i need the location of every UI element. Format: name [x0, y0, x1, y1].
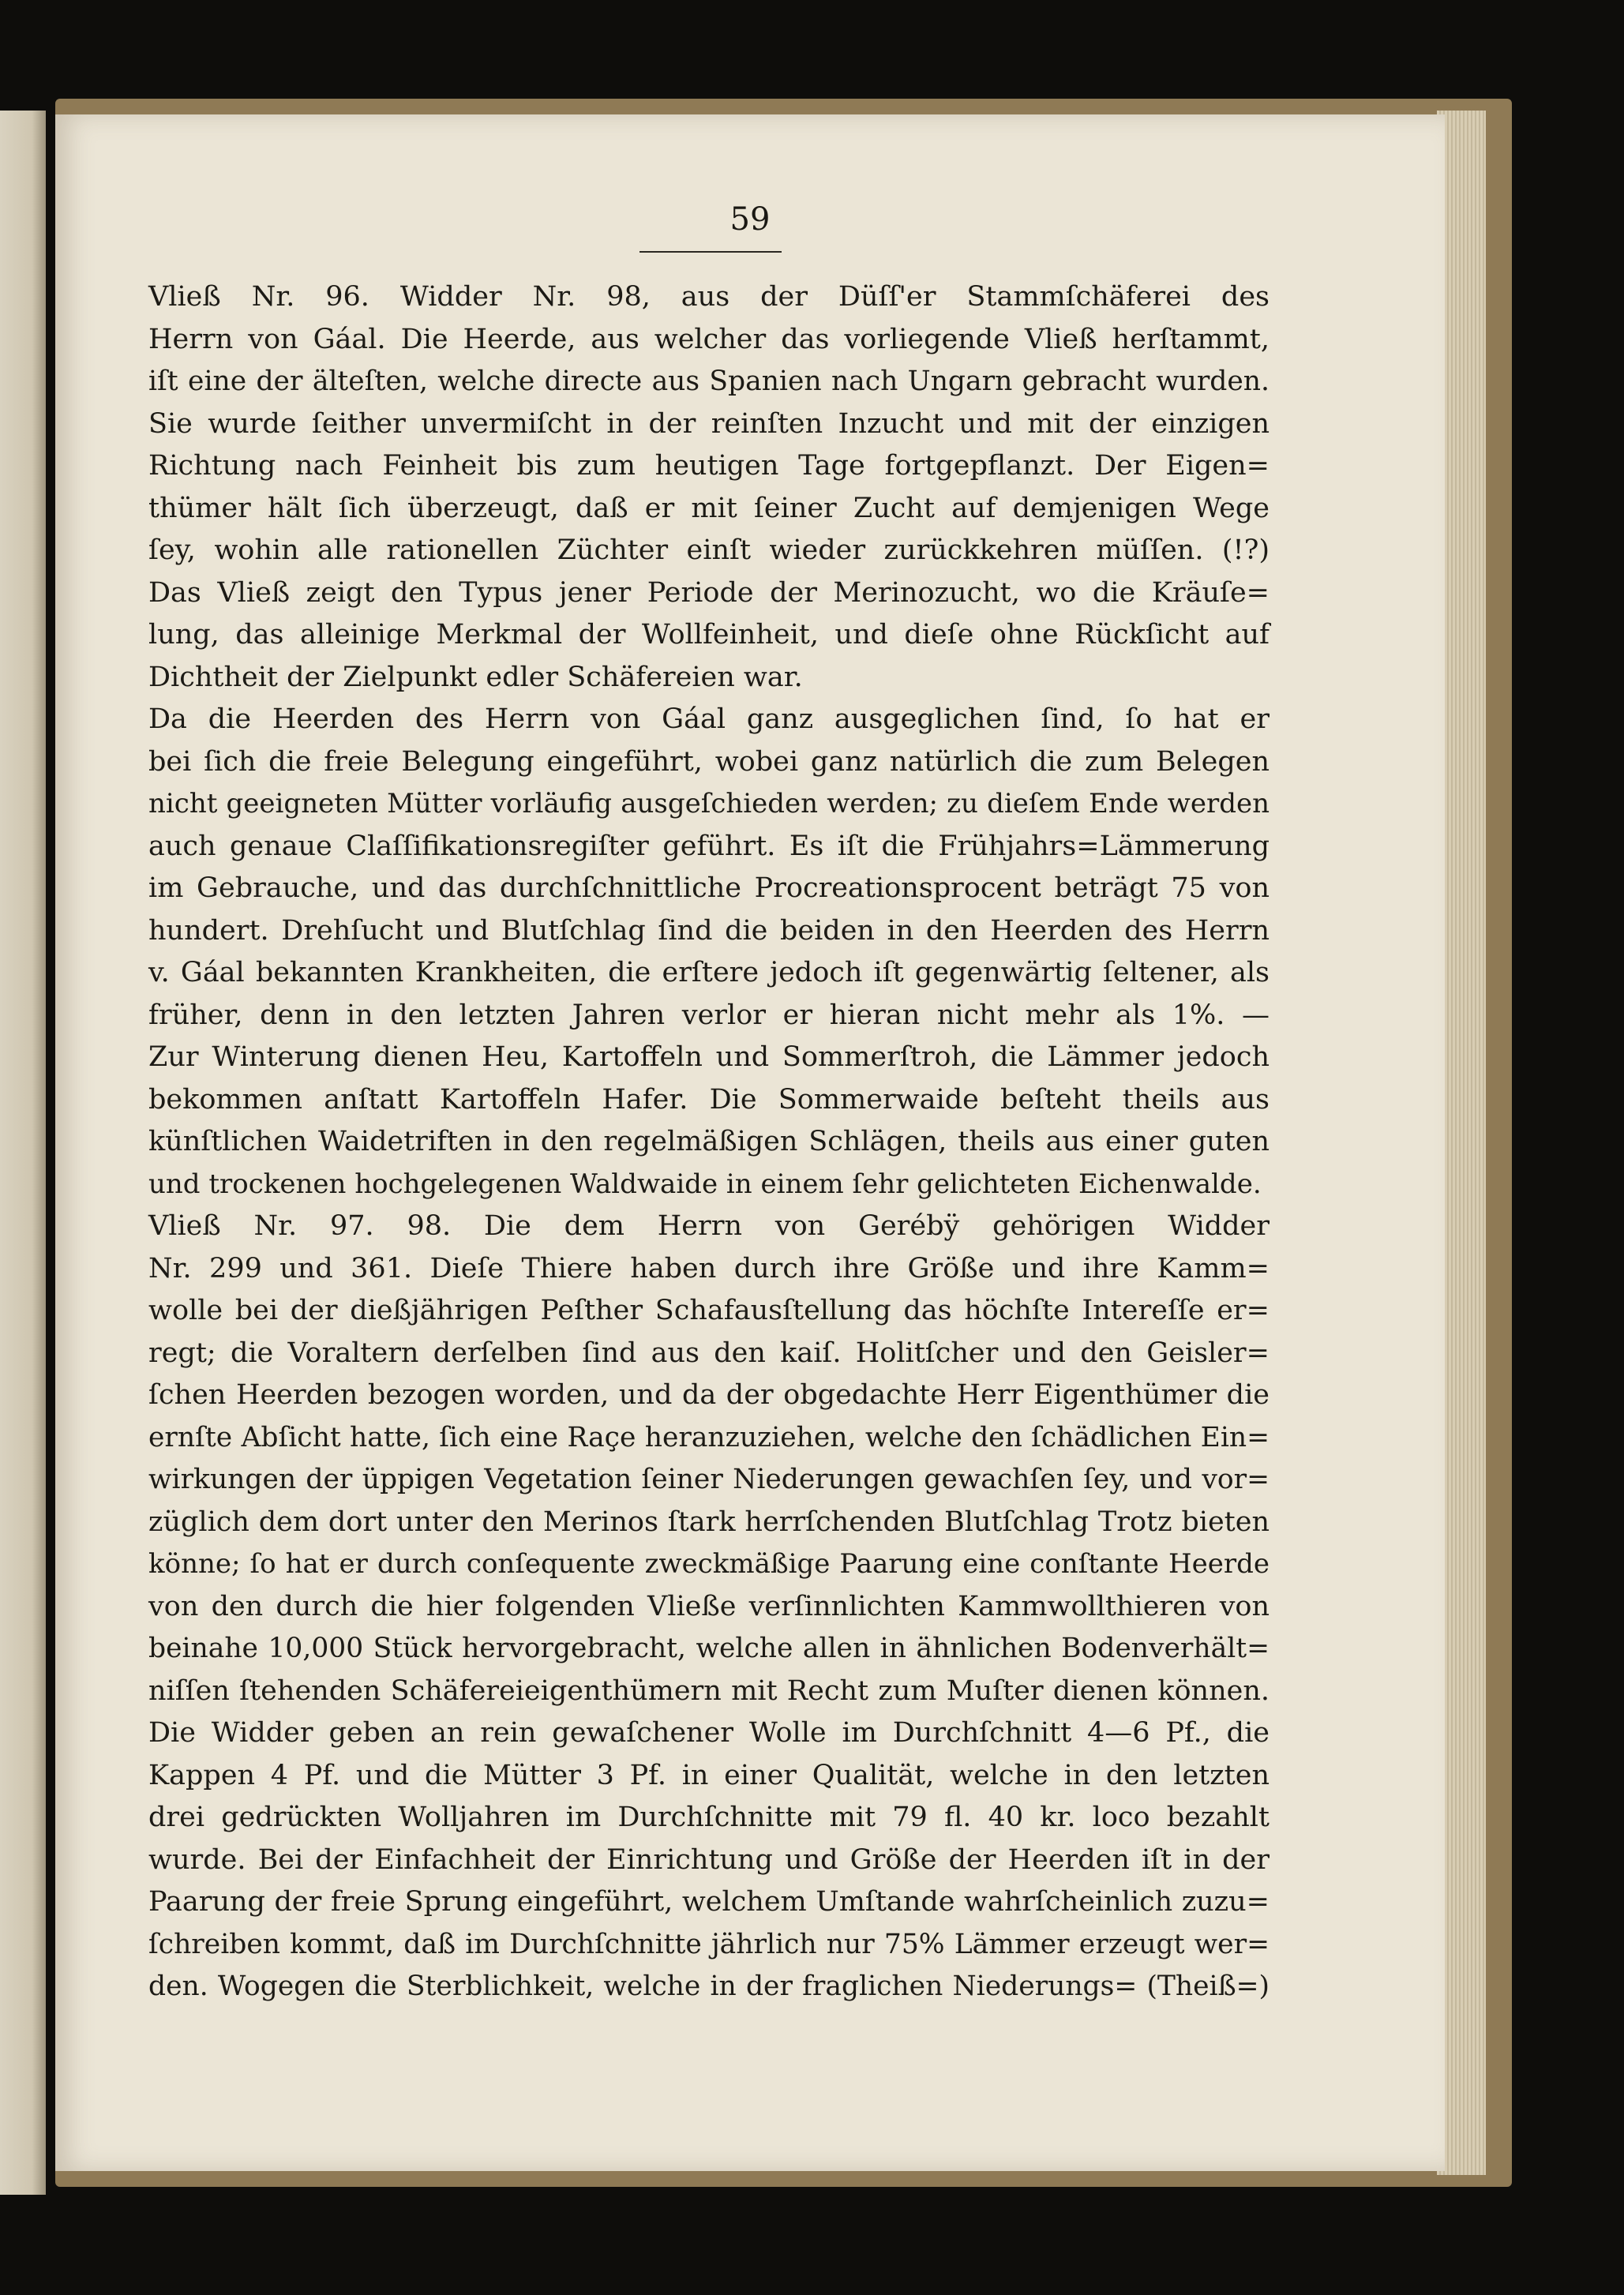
text-line: bekommen anſtatt Kartoffeln Hafer. Die Sommerwaide beſteht theils aus [148, 1083, 1270, 1116]
text-line: im Gebrauche, und das durchſchnittliche Procreationsprocent beträgt 75 von [148, 872, 1270, 904]
text-line: den. Wogegen die Sterblichkeit, welche in der fraglichen Niederungs= (Theiß=) [148, 1971, 1270, 2002]
text-line: Dichtheit der Zielpunkt edler Schäfereien war. [148, 661, 803, 693]
text-line: Richtung nach Feinheit bis zum heutigen Tage fortgepflanzt. Der Eigen= [148, 450, 1270, 482]
text-line: Herrn von Gáal. Die Heerde, aus welcher das vorliegende Vließ herſtammt, [148, 323, 1270, 355]
text-line: Da die Heerden des Herrn von Gáal ganz ausgeglichen ſind, ſo hat er [148, 703, 1270, 735]
text-line: drei gedrückten Wolljahren im Durchſchnitte mit 79 fl. 40 kr. loco bezahlt [148, 1802, 1270, 1833]
text-line: beinahe 10,000 Stück hervorgebracht, welche allen in ähnlichen Bodenverhält= [148, 1633, 1270, 1664]
text-line: züglich dem dort unter den Merinos ſtark herrſchenden Blutſchlag Trotz bieten [148, 1506, 1270, 1538]
text-line: Nr. 299 und 361. Dieſe Thiere haben durch ihre Größe und ihre Kamm= [148, 1252, 1270, 1284]
body-text [148, 276, 1270, 2008]
text-line: ernſte Abſicht hatte, ſich eine Raçe heranzuziehen, welche den ſchädlichen Ein= [148, 1421, 1270, 1453]
text-line: Paarung der freie Sprung eingeführt, welchem Umſtande wahrſcheinlich zuzu= [148, 1886, 1270, 1918]
text-line: lung, das alleinige Merkmal der Wollfeinheit, und dieſe ohne Rückſicht auf [148, 619, 1270, 651]
text-line: wirkungen der üppigen Vegetation ſeiner Niederungen gewachſen ſey, und vor= [148, 1464, 1270, 1495]
text-line: wolle bei der dießjährigen Peſther Schafausſtellung das höchſte Intereſſe er= [148, 1295, 1270, 1326]
text-line: Das Vließ zeigt den Typus jener Periode der Merinozucht, wo die Kräuſe= [148, 576, 1270, 609]
text-line: Vließ Nr. 97. 98. Die dem Herrn von Gerébÿ gehörigen Widder [148, 1210, 1270, 1242]
text-line: thümer hält ſich überzeugt, daß er mit ſeiner Zucht auf demjenigen Wege [148, 492, 1270, 524]
text-line: wurde. Bei der Einfachheit der Einrichtung und Größe der Heerden iſt in der [148, 1843, 1270, 1876]
text-line: v. Gáal bekannten Krankheiten, die erſtere jedoch iſt gegenwärtig ſeltener, als [148, 957, 1270, 988]
book-page [55, 114, 1445, 2171]
text-line: nicht geeigneten Mütter vorläufig ausgeſchieden werden; zu dieſem Ende werden [148, 788, 1270, 819]
text-line: auch genaue Claſſifikationsregiſter geführt. Es iſt die Frühjahrs=Lämmerung [148, 830, 1270, 862]
text-line: und trockenen hochgelegenen Waldwaide in einem ſehr gelichteten Eichenwalde. [148, 1168, 1262, 1200]
text-line: Kappen 4 Pf. und die Mütter 3 Pf. in einer Qualität, welche in den letzten [148, 1759, 1270, 1791]
text-line: ſchen Heerden bezogen worden, und da der obgedachte Herr Eigenthümer die [148, 1379, 1270, 1411]
text-line: hundert. Drehſucht und Blutſchlag ſind die beiden in den Heerden des Herrn [148, 914, 1270, 947]
text-line: niſſen ſtehenden Schäfereieigenthümern mit Recht zum Muſter dienen können. [148, 1674, 1270, 1707]
text-line: Vließ Nr. 96. Widder Nr. 98, aus der Düſſ'er Stammſchäferei des [148, 281, 1270, 313]
page-number-rule [639, 251, 782, 253]
text-line: früher, denn in den letzten Jahren verlor er hieran nicht mehr als 1%. — [148, 999, 1270, 1031]
text-line: Die Widder geben an rein gewaſchener Wolle im Durchſchnitt 4—6 Pf., die [148, 1717, 1270, 1749]
text-line: künſtlichen Waidetriften in den regelmäßigen Schlägen, theils aus einer guten [148, 1126, 1270, 1157]
text-line: bei ſich die freie Belegung eingeführt, wobei ganz natürlich die zum Belegen [148, 745, 1270, 778]
text-line: könne; ſo hat er durch conſequente zweckmäßige Paarung eine conſtante Heerde [148, 1548, 1270, 1580]
text-line: ſey, wohin alle rationellen Züchter einſt wieder zurückkehren müſſen. (!?) [148, 534, 1270, 566]
text-line: von den durch die hier folgenden Vließe verſinnlichten Kammwollthieren von [148, 1590, 1270, 1622]
text-line: iſt eine der älteſten, welche directe aus Spanien nach Ungarn gebracht wurden. [148, 366, 1270, 397]
text-line: Sie wurde ſeither unvermiſcht in der reinſten Inzucht und mit der einzigen [148, 407, 1270, 440]
text-line: Zur Winterung dienen Heu, Kartoffeln und Sommerſtroh, die Lämmer jedoch [148, 1041, 1270, 1073]
text-line: ſchreiben kommt, daß im Durchſchnitte jährlich nur 75% Lämmer erzeugt wer= [148, 1928, 1270, 1960]
facing-page-edge [0, 111, 46, 2195]
page-number: 59 [729, 201, 771, 238]
text-line: regt; die Voraltern derſelben ſind aus den kaiſ. Holitſcher und den Geisler= [148, 1337, 1270, 1369]
